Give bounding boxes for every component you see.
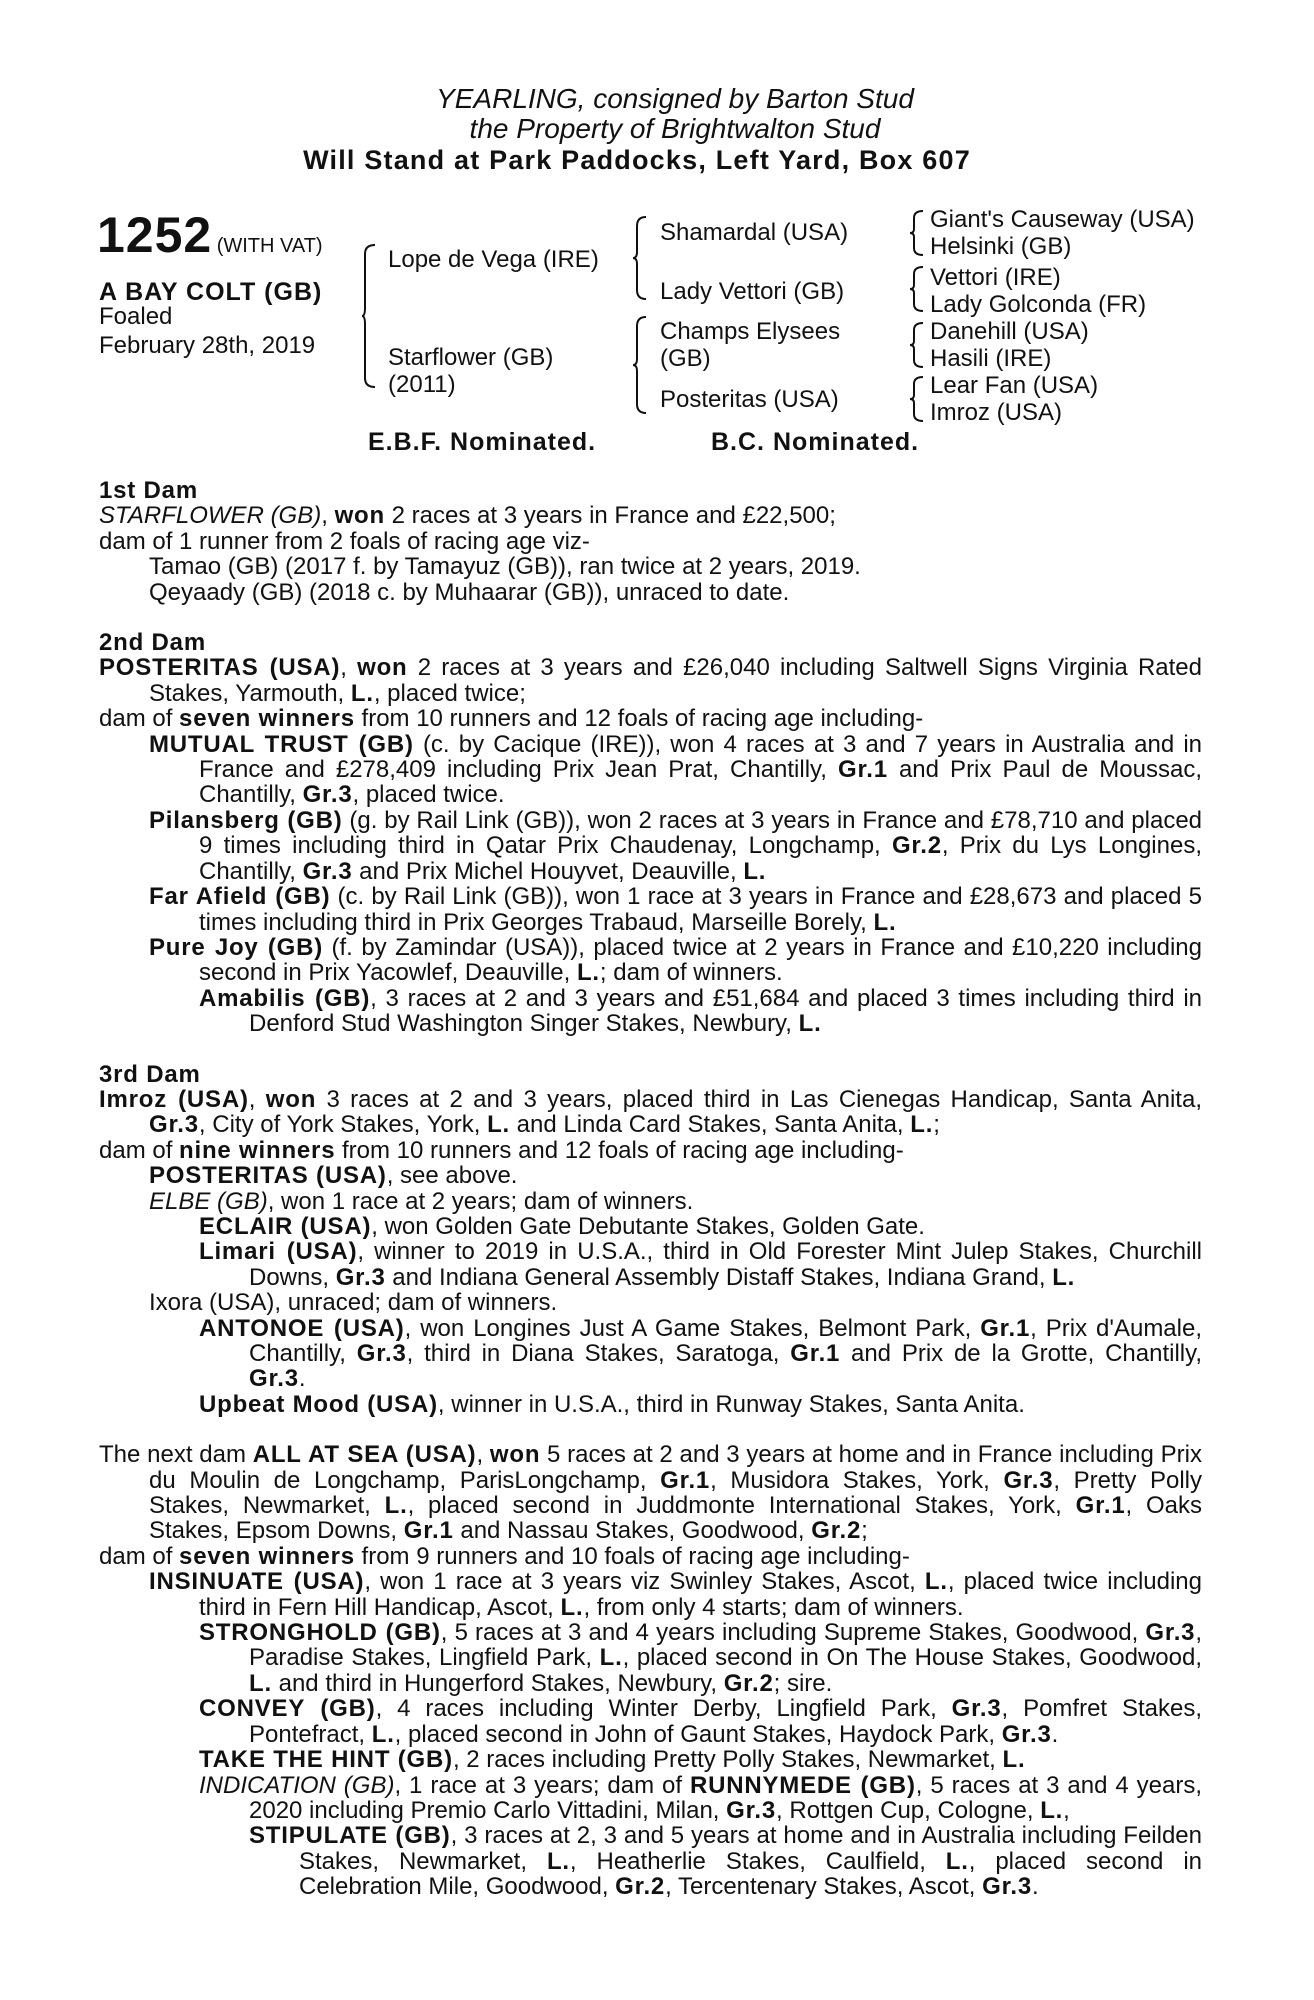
third-dam-entry-posteritas: POSTERITAS (USA), see above. [149,1162,518,1190]
third-dam-entry-antonoe: ANTONOE (USA), won Longines Just A Game Stakes, Belmont Park, Gr.1, Prix d'Aumale, Chantilly, Gr.3, third in Diana Stakes, Saratoga, Gr.1 and Prix de la Grotte, Chantilly, Gr.3. [199,1314,1203,1393]
pedigree-bracket-g3 [910,322,924,368]
pedigree-bracket-main [362,244,376,388]
first-dam-foal-1: Tamao (GB) (2017 f. by Tamayuz (GB)), ran twice at 2 years, 2019. [149,553,861,581]
third-dam-entry-ixora: Ixora (USA), unraced; dam of winners. [149,1289,558,1317]
pedigree-gg-6: Hasili (IRE) [930,345,1052,372]
ebf-nomination: E.B.F. Nominated. [368,428,597,456]
lot-number-row [97,206,323,264]
pedigree-gg-2: Helsinki (GB) [930,233,1072,260]
third-dam-entry-elbe: ELBE (GB), won 1 race at 2 years; dam of winners. [149,1187,694,1215]
next-dam-entry-stronghold: STRONGHOLD (GB), 5 races at 3 and 4 years including Supreme Stakes, Goodwood, Gr.3, Paradise Stakes, Lingfield Park, L., placed second in On The House Stakes, Goodwood, L. and third in Hungerford Stakes, Newbury, Gr.2; sire. [199,1619,1202,1697]
first-dam-produce-intro: dam of 1 runner from 2 foals of racing age viz- [99,527,590,555]
second-dam-entry-amabilis: Amabilis (GB), 3 races at 2 and 3 years and £51,684 and placed 3 times including third in Denford Stud Washington Singer Stakes, Newbury, L. [199,984,1203,1038]
second-dam-entry-mutual-trust: MUTUAL TRUST (GB) (c. by Cacique (IRE)), won 4 races at 3 and 7 years in Australia and in France and £278,409 including Prix Jean Prat, Chantilly, Gr.1 and Prix Paul de Moussac, Chantilly, Gr.3, placed twice. [149,730,1203,809]
pedigree-gg-4: Lady Golconda (FR) [930,291,1147,318]
next-dam-entry-insinuate: INSINUATE (USA), won 1 race at 3 years viz Swinley Stakes, Ascot, L., placed twice including third in Fern Hill Handicap, Ascot, L., from only 4 starts; dam of winners. [149,1568,1202,1621]
third-dam-entry-upbeat-mood: Upbeat Mood (USA), winner in U.S.A., third in Runway Stakes, Santa Anita. [199,1390,1025,1418]
pedigree-gg-3: Vettori (IRE) [930,264,1061,291]
pedigree-sire: Lope de Vega (IRE) [388,246,599,273]
foaled-date: February 28th, 2019 [99,332,316,359]
pedigree-bracket-g4 [910,376,924,422]
pedigree-dam-dam: Posteritas (USA) [660,386,839,413]
pedigree-dam-year: (2011) [388,371,456,398]
third-dam-entry-eclair: ECLAIR (USA), won Golden Gate Debutante Stakes, Golden Gate. [199,1212,925,1240]
pedigree-bracket-g1 [910,210,924,256]
pedigree-dam-sire-cont: (GB) [660,345,711,372]
vat-note: (WITH VAT) [216,235,323,257]
pedigree-sire-dam: Lady Vettori (GB) [660,278,845,305]
pedigree-notes [99,478,1202,1900]
third-dam-record: Imroz (USA), won 3 races at 2 and 3 years, placed third in Las Cienegas Handicap, Santa Anita, Gr.3, City of York Stakes, York, L. and Linda Card Stakes, Santa Anita, L.; [99,1085,1202,1139]
second-dam-entry-pure-joy: Pure Joy (GB) (f. by Zamindar (USA)), placed twice at 2 years in France and £10,220 including second in Prix Yacowlef, Deauville, L.; dam of winners. [149,933,1203,987]
pedigree-dam-sire: Champs Elysees [660,318,841,345]
third-dam-name: Imroz (USA) [99,1085,249,1113]
pedigree-sire-sire: Shamardal (USA) [660,219,849,246]
consignor-line: YEARLING, consigned by Barton Stud [436,83,914,114]
pedigree-gg-7: Lear Fan (USA) [930,372,1099,399]
next-dam-entry-take-the-hint: TAKE THE HINT (GB), 2 races including Pretty Polly Stakes, Newmarket, L. [199,1746,1026,1774]
first-dam-name: STARFLOWER (GB) [99,502,322,530]
pedigree-bracket-g2 [910,266,924,312]
pedigree-dam: Starflower (GB) [388,344,554,371]
second-dam-produce-intro: dam of seven winners from 10 runners and 12 foals of racing age including- [99,705,924,733]
page-header [0,84,1314,176]
bc-nomination: B.C. Nominated. [711,428,920,456]
third-dam-produce-intro: dam of nine winners from 10 runners and 12 foals of racing age including- [99,1136,904,1164]
pedigree-bracket-dam [633,316,647,414]
second-dam-heading: 2nd Dam [99,629,206,657]
third-dam-heading: 3rd Dam [99,1060,201,1088]
third-dam-entry-limari: Limari (USA), winner to 2019 in U.S.A., third in Old Forester Mint Julep Stakes, Churchill Downs, Gr.3 and Indiana General Assembly Distaff Stakes, Indiana Grand, L. [199,1238,1202,1291]
first-dam-heading: 1st Dam [99,477,198,504]
pedigree-gg-8: Imroz (USA) [930,399,1062,426]
pedigree-bracket-sire [633,216,647,300]
next-dam-entry-convey: CONVEY (GB), 4 races including Winter Derby, Lingfield Park, Gr.3, Pomfret Stakes, Pontefract, L., placed second in John of Gaunt Stakes, Haydock Park, Gr.3. [199,1695,1202,1748]
pedigree-gg-5: Danehill (USA) [930,318,1089,345]
first-dam-record: STARFLOWER (GB), won 2 races at 3 years in France and £22,500; [99,502,836,530]
pedigree-gg-1: Giant's Causeway (USA) [930,206,1195,233]
second-dam-entry-far-afield: Far Afield (GB) (c. by Rail Link (GB)), won 1 race at 3 years in France and £28,673 and placed 5 times including third in Prix Georges Trabaud, Marseille Borely, L. [149,883,1202,936]
second-dam-name: POSTERITAS (USA) [99,654,341,682]
first-dam-foal-2: Qeyaady (GB) (2018 c. by Muhaarar (GB)), unraced to date. [149,578,790,606]
next-dam-entry-stipulate: STIPULATE (GB), 3 races at 2, 3 and 5 years at home and in Australia including Feilden Stakes, Newmarket, L., Heatherlie Stakes, Caulfield, L., placed second in Celebration Mile, Goodwood, Gr.2, Tercentenary Stakes, Ascot, Gr.3. [249,1822,1203,1901]
lot-number: 1252 [97,207,213,263]
next-dam-produce-intro: dam of seven winners from 9 runners and 10 foals of racing age including- [99,1542,910,1570]
property-line: the Property of Brightwalton Stud [469,113,881,144]
second-dam-record: POSTERITAS (USA), won 2 races at 3 years and £26,040 including Saltwell Signs Virginia Rated Stakes, Yarmouth, L., placed twice; [99,654,1202,707]
next-dam-entry-indication: INDICATION (GB), 1 race at 3 years; dam of RUNNYMEDE (GB), 5 races at 3 and 4 years, 2020 including Premio Carlo Vittadini, Milan, Gr.3, Rottgen Cup, Cologne, L., [199,1771,1202,1824]
next-dam-record: The next dam ALL AT SEA (USA), won 5 races at 2 and 3 years at home and in France including Prix du Moulin de Longchamp, ParisLongchamp, Gr.1, Musidora Stakes, York, Gr.3, Pretty Polly Stakes, Newmarket, L., placed second in Juddmonte International Stakes, York, Gr.1, Oaks Stakes, Epsom Downs, Gr.1 and Nassau Stakes, Goodwood, Gr.2; [99,1441,1203,1545]
second-dam-entry-pilansberg: Pilansberg (GB) (g. by Rail Link (GB)), won 2 races at 3 years in France and £78,710 and placed 9 times including third in Qatar Prix Chaudenay, Longchamp, Gr.2, Prix du Lys Longines, Chantilly, Gr.3 and Prix Michel Houyvet, Deauville, L. [149,806,1203,885]
next-dam-name: ALL AT SEA (USA) [252,1441,477,1469]
foaled-label: Foaled [99,303,173,330]
stabling-line: Will Stand at Park Paddocks, Left Yard, Box 607 [303,145,971,175]
horse-description: A BAY COLT (GB) [99,278,323,306]
